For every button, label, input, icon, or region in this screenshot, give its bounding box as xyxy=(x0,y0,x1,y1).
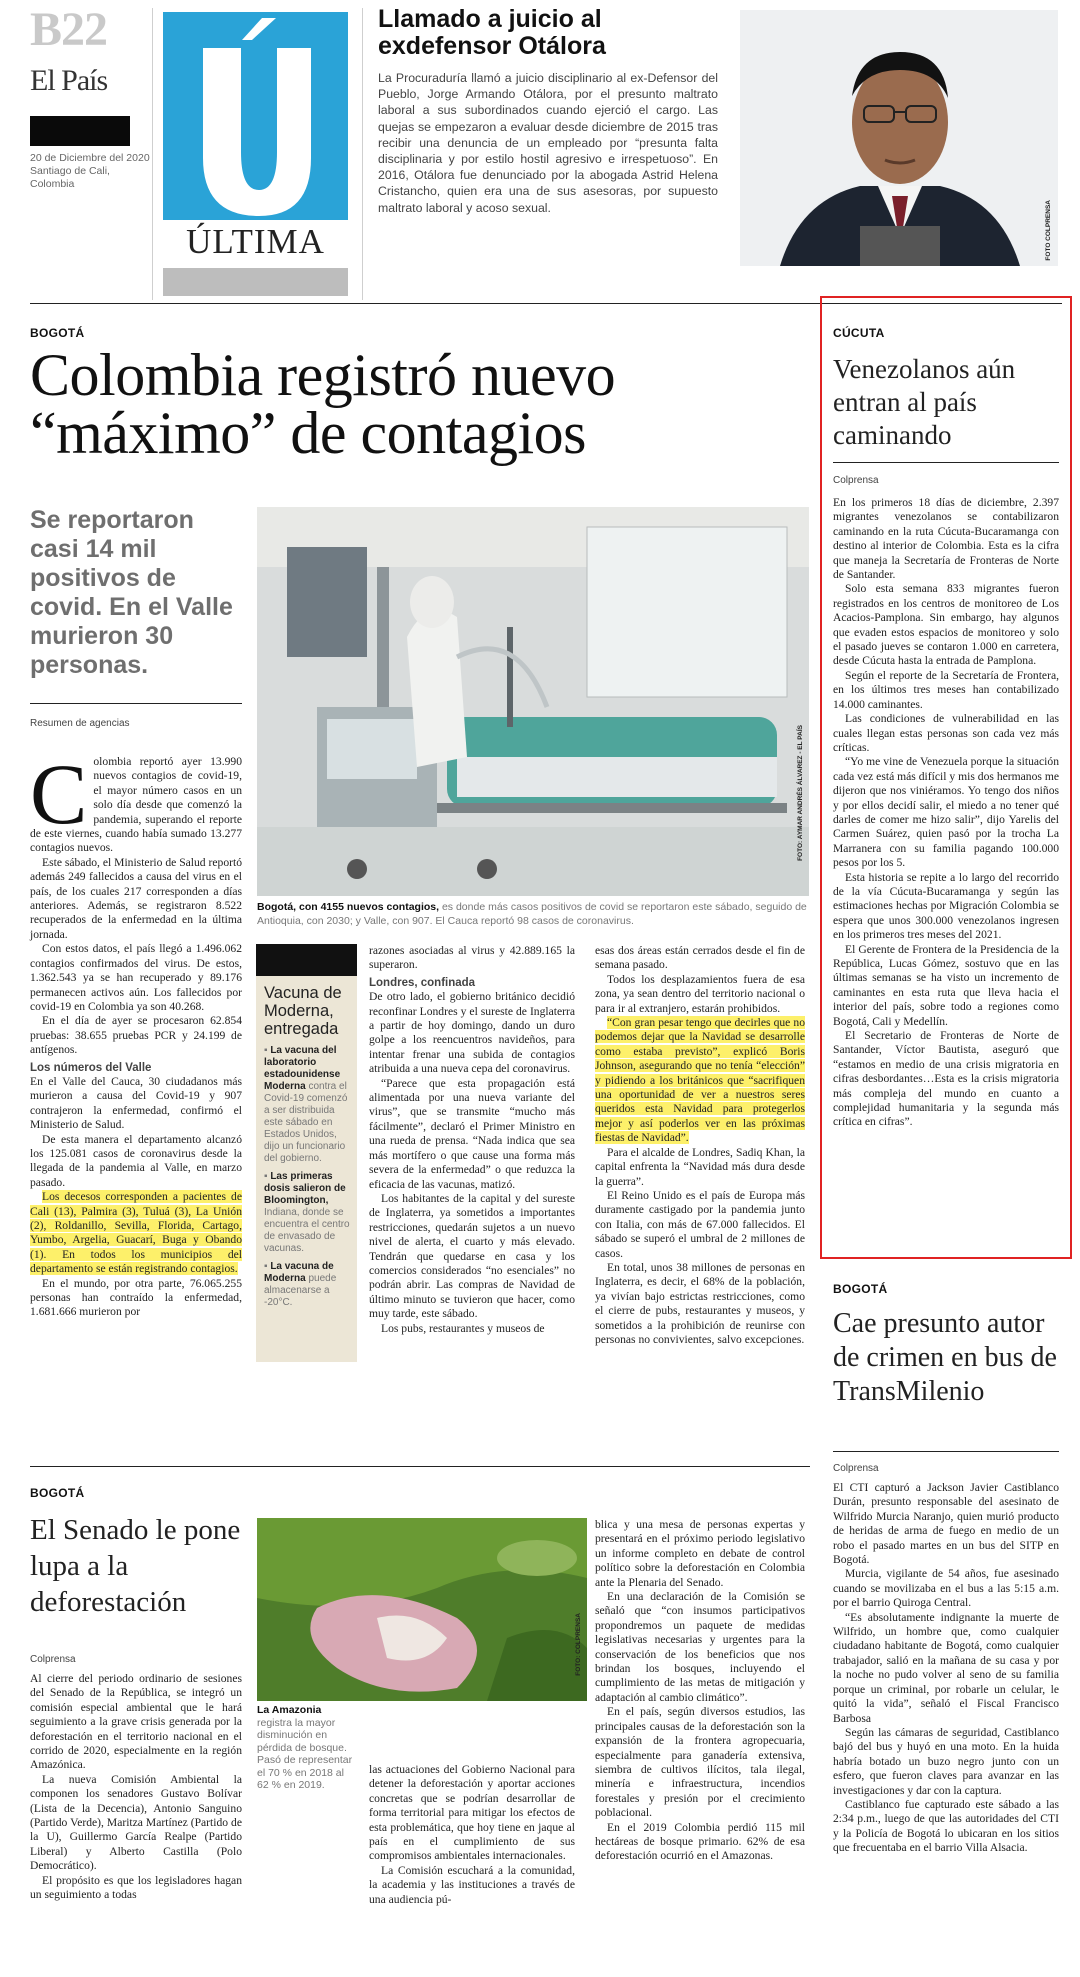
divider xyxy=(152,8,153,300)
sidebar-item: ▪ La vacuna del laboratorio estadounidense Moderna contra el Covid-19 comenzó a ser distribuida este sábado en Estados Unidos, dijo un funcionario del gobierno. xyxy=(264,1045,348,1164)
rule xyxy=(30,1466,810,1467)
paragraph: El propósito es que los legisladores hagan un seguimiento a todas xyxy=(30,1873,242,1902)
section-letter xyxy=(163,40,348,220)
caption-text: registra la mayor disminución en pérdida de bosque. Pasó de representar el 70 % en 2018 al 62 % en 2019. xyxy=(257,1716,353,1791)
top-story-title: Llamado a juicio al exdefensor Otálora xyxy=(378,5,606,60)
paragraph: El Secretario de Fronteras de Norte de Santander, Víctor Bautista, aseguró que “estamos en medio de una crisis migratoria en cifras desbordantes…Esta es la crisis migratoria más compleja del mundo en cuanto a complejidad humanitaria y la segunda más crítica en cifras”. xyxy=(833,1029,1059,1129)
paragraph: En el mundo, por otra parte, 76.065.255 personas han contraído la enfermedad, 1.681.666 murieron por xyxy=(30,1276,242,1319)
paragraph: En el día de ayer se procesaron 62.854 pruebas: 38.655 pruebas PCR y 24.199 de antígenos. xyxy=(30,1014,242,1057)
main-headline: Colombia registró nuevo “máximo” de contagios xyxy=(30,342,616,466)
cucuta-headline: Venezolanos aún entran al país caminando xyxy=(833,354,1016,450)
paragraph: Castiblanco fue capturado este sábado a las 2:34 p.m., luego de que las autoridades del CTI y la Policía de Bogotá lo ubicaran en los sitios que frecuentaba en el barrio Villa Alsacia. xyxy=(833,1797,1059,1855)
paragraph: El Reino Unido es el país de Europa más duramente castigado por la pandemia junto con Italia, con más de 67.000 fallecidos. El sábado se superó el umbral de 2 millones de casos. xyxy=(595,1188,805,1260)
caption-lead: Bogotá, con 4155 nuevos contagios, xyxy=(257,901,440,913)
paragraph: El Gerente de Frontera de la Presidencia de la República, Lucas Gómez, sostuvo que en las últimas semanas se ha visto un incremento de caminantes en esta ruta que lleva hacia el interior del país, sobre todo a regiones como Bogotá, Cali y Medellín. xyxy=(833,942,1059,1028)
main-col-3 xyxy=(595,944,805,1347)
drop-cap: C xyxy=(30,746,88,842)
paragraph: Esta historia se repite a lo largo del recorrido de la vía Cúcuta-Bucaramanga y según las estimaciones hechas por Migración Colombia se espera que unos 300.000 venezolanos ingresen en los primeros tres meses del 2021. xyxy=(833,870,1059,942)
photo-credit: FOTO COLPRENSA xyxy=(1045,200,1052,261)
paragraph: El CTI capturó a Jackson Javier Castiblanco Durán, presunto responsable del asesinato de Wilfrido Murcia Naranjo, quien murió producto de heridas de arma de fuego en medio de un robo el pasado martes en un bus del SITP en Bogotá. xyxy=(833,1481,1059,1567)
paragraph: En el 2019 Colombia perdió 115 mil hectáreas de bosque primario. 62% de esa deforestación ocurrió en el Amazonas. xyxy=(595,1820,805,1863)
senado-kicker: BOGOTÁ xyxy=(30,1486,85,1500)
paragraph: En el país, según diversos estudios, las principales causas de la deforestación son la expansión de la frontera agropecuaria, especialmente para ganadería extensiva, siembra de cultivos ilícitos, tala ilegal, minería e infraestructura, incendios forestales y presión por el crecimiento poblacional. xyxy=(595,1705,805,1820)
paragraph: Para el alcalde de Londres, Sadiq Khan, la capital enfrenta la “Navidad más dura desde la guerra”. xyxy=(595,1145,805,1188)
photo-credit: FOTO: COLPRENSA xyxy=(575,1613,582,1676)
paragraph: En total, unos 38 millones de personas en Inglaterra, es decir, el 68% de la población, ya vivían bajo estrictas restricciones, como el cierre de pubs, restaurantes y museos, y sometidos a la prohibición de reunirse con personas no convivientes, salvo excepciones. xyxy=(595,1260,805,1346)
sidebar-item: ▪ La vacuna de Moderna puede almacenarse a -20°C. xyxy=(264,1261,337,1308)
main-byline: Resumen de agencias xyxy=(30,718,130,729)
paragraph: Los habitantes de la capital y del sureste de Inglaterra, ya sometidos a importantes restricciones, quedarán sujetos a un nuevo nivel de alerta, el cuarto y más elevado. Tendrán que quedarse en casa y los comercios considerados “no esenciales” no podrán abrir. Las compras de Navidad de último minuto se tuvieron que hacer, como muy tarde, este sábado. xyxy=(369,1191,575,1321)
caption-text: es donde más casos positivos de covid se reportaron este sábado, seguido de Antioquia, con 2030; y Valle, con 907. El Cauca reportó 98 casos de coronavirus. xyxy=(257,901,807,927)
rule xyxy=(30,703,242,704)
paragraph: Los pubs, restaurantes y museos de xyxy=(381,1321,545,1335)
date: 20 de Diciembre del 2020 xyxy=(30,152,150,164)
paragraph: blica y una mesa de personas expertas y presentará en el próximo periodo legislativo un informe completo en debate de control político sobre la deforestación en Colombia ante la Plenaria del Senado. xyxy=(595,1518,805,1589)
sidebar-header-bar xyxy=(256,944,357,976)
paragraph: razones asociadas al virus y 42.889.165 la superaron. xyxy=(369,944,575,972)
cucuta-byline: Colprensa xyxy=(833,475,879,486)
cucuta-body xyxy=(833,496,1059,1130)
paragraph: Con estos datos, el país llegó a 1.496.062 contagios confirmados del virus. De estos, 1.362.543 ya se han recuperado y 89.176 permanecen activos aún. Los fallecidos por covid-19 en Colombia ya son 40.268. xyxy=(30,942,242,1013)
paragraph: Solo esta semana 833 migrantes fueron registrados en los centros de monitoreo de Los Acacios-Pamplona. Sin embargo, hay algunos que evaden estos espacios de monitoreo y solo el pasado jueves se contaron 1.000 en carretera, desde Cúcuta hasta la entrada de Pamplona. xyxy=(833,582,1059,668)
photo-credit: FOTO: AYMAR ANDRÉS ÁLVAREZ - EL PAÍS xyxy=(797,725,804,861)
page-number: B22 xyxy=(30,3,108,56)
top-story-body: La Procuraduría llamó a juicio disciplinario al ex-Defensor del Pueblo, Jorge Armando Otálora, por el presunto maltrato laboral a sus subordinados cuando ejerció el cargo. Las quejas se empezaron a evaluar desde diciembre de 2015 tras recibir una denuncia de un empleado por “presunta falta disciplinaria y por estilo hostil agresivo e irrespetuoso”. En 2016, Otálora fue denunciado por la abogada Astrid Helena Cristancho, quien era una de sus asesoras, por supuesto maltrato laboral y acoso sexual. xyxy=(378,71,718,215)
subhead: Los números del Valle xyxy=(30,1061,152,1074)
highlighted-text: Los decesos corresponden a pacientes de Cali (13), Palmira (3), Tuluá (3), La Unión (2), Roldanillo, Sevilla, Florida, Cartago, Yumbo, Argelia, Guacarí, Buga y Obando (1). En todos los municipios del departamento se están registrando contagios. xyxy=(30,1190,242,1276)
paragraph: La nueva Comisión Ambiental la componen los senadores Gustavo Bolívar (Lista de la Decencia), Antonio Sanguino (Partido Verde), Maritza Martínez (Partido de la U), Guillermo García Realpe (Partido Liberal) y Alberto Castilla (Polo Democrático). xyxy=(30,1772,242,1873)
paragraph: esas dos áreas están cerrados desde el fin de semana pasado. xyxy=(595,944,805,972)
paragraph: De esta manera el departamento alcanzó los 125.081 casos de coronavirus desde la llegada de la pandemia al Valle, en marzo pasado. xyxy=(30,1132,242,1189)
paragraph: Todos los desplazamientos fuera de esa zona, ya sean dentro del territorio nacional o para ir al extranjero, estarán prohibidos. xyxy=(595,972,805,1015)
senado-col-2 xyxy=(369,1763,575,1907)
main-caption xyxy=(257,900,809,928)
paragraph: En el Valle del Cauca, 30 ciudadanos más murieron a causa del Covid-19 y 907 contrajeron la enfermedad, confirmó el Ministerio de Salud. xyxy=(30,1074,242,1132)
place: Santiago de Cali, Colombia xyxy=(30,165,110,190)
paragraph: De otro lado, el gobierno británico decidió reconfinar Londres y el sureste de Inglaterra a partir de hoy domingo, dando un duro golpe a los reencuentros navideños, para intentar frenar una subida de contagios atribuida a una nueva cepa del coronavirus. xyxy=(369,990,575,1076)
paragraph: Según el reporte de la Secretaría de Frontera, en los últimos tres meses han contabilizado 14.000 caminantes. xyxy=(833,668,1059,711)
main-kicker: BOGOTÁ xyxy=(30,326,85,340)
otalora-photo xyxy=(740,10,1058,266)
paragraph: Al cierre del periodo ordinario de sesiones del Senado de la República, se integró un comisión especial ambiental que le hará seguimiento a la grave crisis generada por la deforestación en el territorio nacional en el corrido de 2020, especialmente en la región Amazónica. xyxy=(30,1672,242,1772)
rule xyxy=(833,462,1059,463)
sidebar-list xyxy=(264,1045,354,1309)
transmilenio-body xyxy=(833,1481,1059,1856)
dateline xyxy=(30,152,150,191)
paragraph: “Parece que esta propagación está alimentada por una nueva variante del virus”, que se transmite “mucho más fácilmente”, declaró el Primer Ministro en una rueda de prensa. “Nada indica que sea más mortífero o que cause una forma más severa de la enfermedad” o que reduzca la eficacia de las vacunas, matizó. xyxy=(369,1076,575,1191)
paragraph: olombia reportó ayer 13.990 nuevos contagios de covid-19, el mayor número casos en un solo día desde que comenzó la pandemia, superando el reporte de este viernes, cuando había sumado 13.277 contagios nuevos. xyxy=(30,755,242,855)
divider xyxy=(362,8,363,300)
senado-caption xyxy=(257,1704,353,1792)
paragraph: En los primeros 18 días de diciembre, 2.397 migrantes venezolanos se contabilizaron caminando en la ruta Cúcuta-Bucaramanga con destino al interior de Colombia. Esta es la cifra que maneja la Secretaría de Fronteras de Norte de Santander. xyxy=(833,496,1059,582)
main-col-2 xyxy=(369,944,575,1336)
paragraph: En una declaración de la Comisión se señaló que “con insumos participativos propondremos un paquete de medidas legislativas necesarias y urgentes para la conservación de los beneficios que nos brindan los bosques, incluyendo el cumplimiento de las metas de mitigación y adaptación al cambio climático”. xyxy=(595,1590,805,1704)
section-name: ÚLTIMA xyxy=(163,220,348,262)
transmilenio-byline: Colprensa xyxy=(833,1463,879,1474)
senado-col-3 xyxy=(595,1518,805,1864)
cucuta-kicker: CÚCUTA xyxy=(833,326,885,340)
senado-col-1 xyxy=(30,1672,242,1903)
paragraph: “Es absolutamente indignante la muerte de Wilfrido, un hombre que, como cualquier ciudadano habitante de Bogotá, como cualquier trabajador, salió en la mañana de su casa y por la noche no pudo volver al seno de su familia porque un criminal, por robarle un celular, le quitó la vida”, señaló el Fiscal Francisco Barbosa xyxy=(833,1610,1059,1725)
main-deck: Se reportaron casi 14 mil positivos de covid. En el Valle murieron 30 personas. xyxy=(30,506,233,679)
caption-lead: La Amazonia xyxy=(257,1704,322,1716)
paragraph: La Comisión escuchará a la comunidad, la academia y las instituciones a través de una audiencia pú- xyxy=(369,1863,575,1906)
newspaper-logo: El País xyxy=(30,64,108,97)
amazon-photo xyxy=(257,1518,587,1701)
main-col-1 xyxy=(30,746,242,1320)
paragraph: Este sábado, el Ministerio de Salud reportó además 249 fallecidos a causa del virus en el país, de los cuales 217 corresponden a días anteriores. Además, se registraron 8.522 recuperados de la enfermedad en la última jornada. xyxy=(30,855,242,941)
paragraph: Según las cámaras de seguridad, Castiblanco bajó del bus y huyó en una moto. En la huida habría botado un buzo negro junto con un esfero, que fueron claves para avanzar en las investigaciones y dar con la captura. xyxy=(833,1725,1059,1797)
senado-headline: El Senado le pone lupa a la deforestación xyxy=(30,1514,241,1618)
paragraph: “Yo me vine de Venezuela porque la situación cada vez está más difícil y mis dos hermanos me dijeron que nos viniéramos. Yo tengo dos niños y por ellos decidí salir, el miedo a no tener qué darles de comer me hizo salir”, dijo Yarelis del Carmen Suárez, quien pasó por la trocha La Marranera con su familia pagando 100.000 pesos por los 5. xyxy=(833,755,1059,870)
sidebar-item: ▪ Las primeras dosis salieron de Bloomington, Indiana, donde se encuentra el centro de envasado de vacunas. xyxy=(264,1171,350,1254)
rule xyxy=(833,1451,1059,1452)
sidebar-title: Vacuna de Moderna, entregada xyxy=(264,984,342,1038)
transmilenio-headline: Cae presunto autor de crimen en bus de TransMilenio xyxy=(833,1308,1057,1407)
transmilenio-kicker: BOGOTÁ xyxy=(833,1282,888,1296)
paragraph: Murcia, vigilante de 54 años, fue asesinado cuando se movilizaba en el bus a las 5:15 a.m. por el barrio Quiroga Central. xyxy=(833,1567,1059,1610)
section-bar xyxy=(163,268,348,296)
subhead: Londres, confinada xyxy=(369,976,476,989)
accent-mark xyxy=(232,16,278,42)
paragraph: Las condiciones de vulnerabilidad en las cuales llegan estas personas son cada vez más críticas. xyxy=(833,712,1059,754)
highlighted-text: “Con gran pesar tengo que decirles que no podemos dejar que la Navidad se desarrolle como estaba previsto”, explicó Boris Johnson, asegurando que no tenía “elección” y pidiendo a los británicos que “sacrifiquen una oportunidad de ver a nuestros seres queridos esta Navidad para protegerlos mejor y así poderlos ver en las próximas fiestas de Navidad”. xyxy=(595,1016,805,1145)
logo-bar xyxy=(30,116,130,146)
senado-byline: Colprensa xyxy=(30,1654,76,1665)
paragraph: las actuaciones del Gobierno Nacional para detener la deforestación y aportar acciones concretas que se podrían desarrollar de forma territorial para mitigar los efectos de esta problemática, que hoy tiene en jaque al país en el cumplimiento de sus compromisos ambientales internacionales. xyxy=(369,1763,575,1863)
icu-photo xyxy=(257,507,809,896)
